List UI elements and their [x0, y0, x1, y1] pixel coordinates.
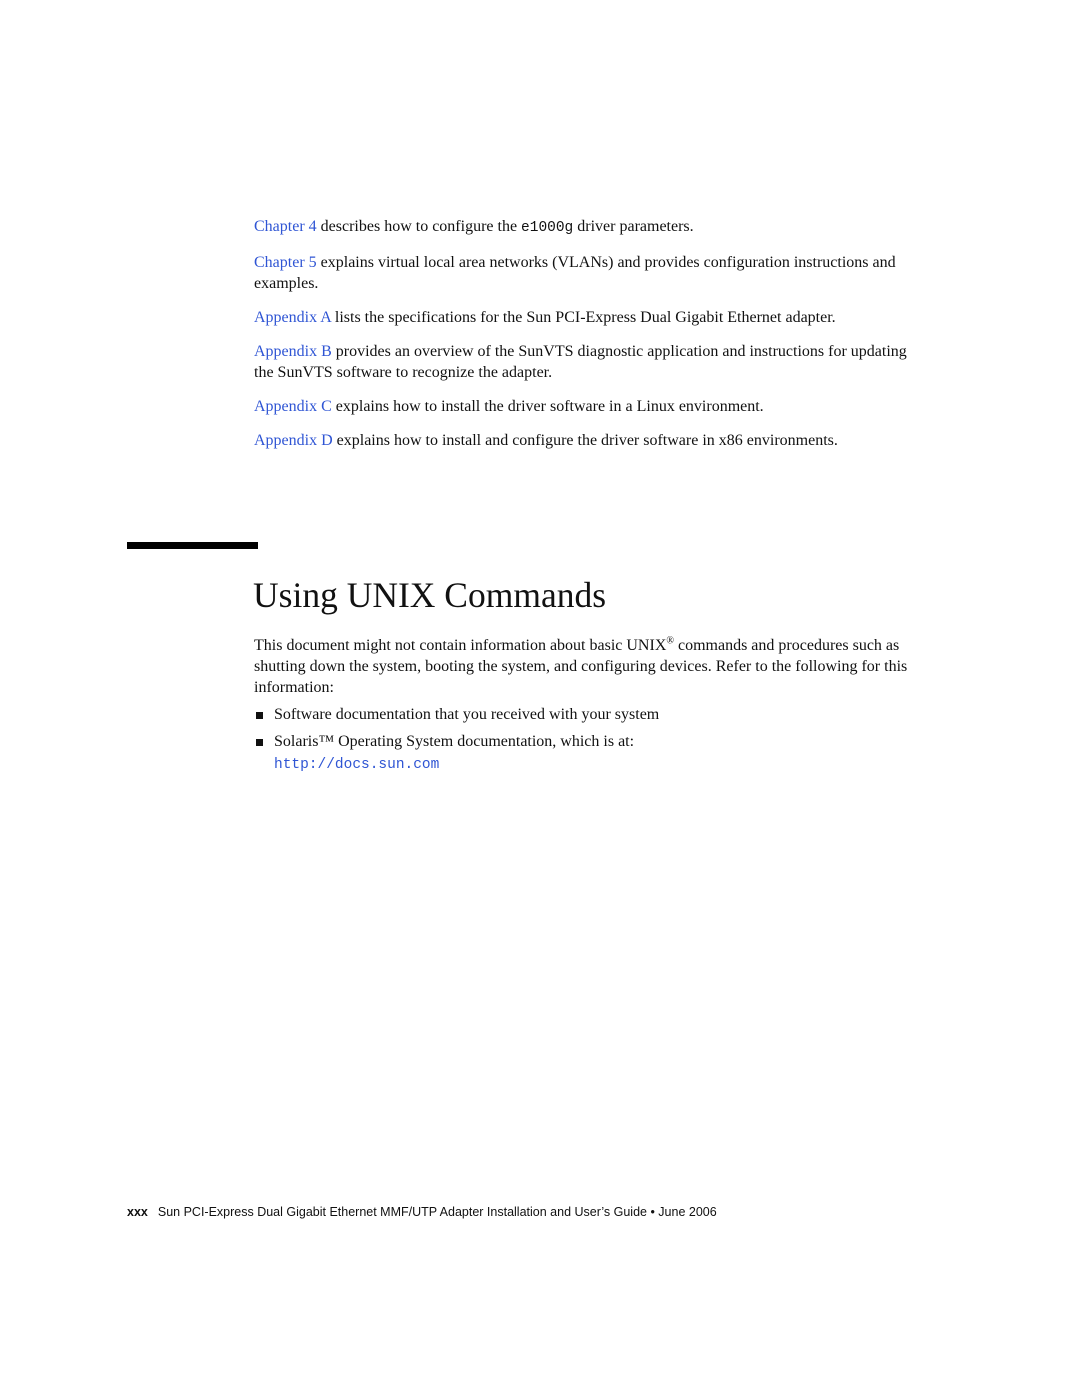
appendix-c-link[interactable]: Appendix C	[254, 398, 332, 415]
page-number: xxx	[127, 1205, 148, 1219]
appendix-a-link[interactable]: Appendix A	[254, 309, 331, 326]
overview-paragraph-chapter-4: Chapter 4 describes how to configure the e1000g driver parameters.	[254, 218, 694, 236]
unix-commands-section	[254, 635, 914, 776]
bullet-square-icon	[256, 712, 263, 719]
list-item: Solaris™ Operating System documentation, which is at:	[254, 731, 914, 752]
overview-section	[254, 216, 914, 464]
overview-paragraph-appendix-c: Appendix C explains how to install the driver software in a Linux environment.	[254, 398, 764, 415]
page-footer	[127, 1203, 717, 1221]
bullet-square-icon	[256, 739, 263, 746]
appendix-b-link[interactable]: Appendix B	[254, 343, 332, 360]
overview-paragraph-chapter-5: Chapter 5 explains virtual local area networks (VLANs) and provides configuration instructions and examples.	[254, 254, 896, 292]
overview-paragraph-appendix-b: Appendix B provides an overview of the SunVTS diagnostic application and instructions for updating the SunVTS software to recognize the adapter.	[254, 343, 907, 381]
chapter-5-link[interactable]: Chapter 5	[254, 254, 317, 271]
overview-paragraph-appendix-d: Appendix D explains how to install and configure the driver software in x86 environments.	[254, 432, 838, 449]
registered-mark: ®	[666, 635, 674, 647]
driver-name-code: e1000g	[521, 220, 574, 236]
intro-paragraph: This document might not contain information about basic UNIX® commands and procedures such as shutting down the system, booting the system, and configuring devices. Refer to the following for this information:	[254, 635, 908, 696]
appendix-d-link[interactable]: Appendix D	[254, 432, 333, 449]
url-line	[254, 753, 914, 776]
chapter-4-link[interactable]: Chapter 4	[254, 218, 317, 235]
list-item: Software documentation that you received with your system	[254, 704, 914, 725]
overview-paragraph-appendix-a: Appendix A lists the specifications for the Sun PCI-Express Dual Gigabit Ethernet adapter.	[254, 309, 836, 326]
section-heading: Using UNIX Commands	[253, 575, 607, 615]
docs-url-link[interactable]: http://docs.sun.com	[274, 757, 440, 773]
footer-title: Sun PCI-Express Dual Gigabit Ethernet MMF/UTP Adapter Installation and User’s Guide • June 2006	[157, 1205, 717, 1219]
reference-list	[254, 704, 914, 752]
section-rule	[127, 542, 258, 549]
